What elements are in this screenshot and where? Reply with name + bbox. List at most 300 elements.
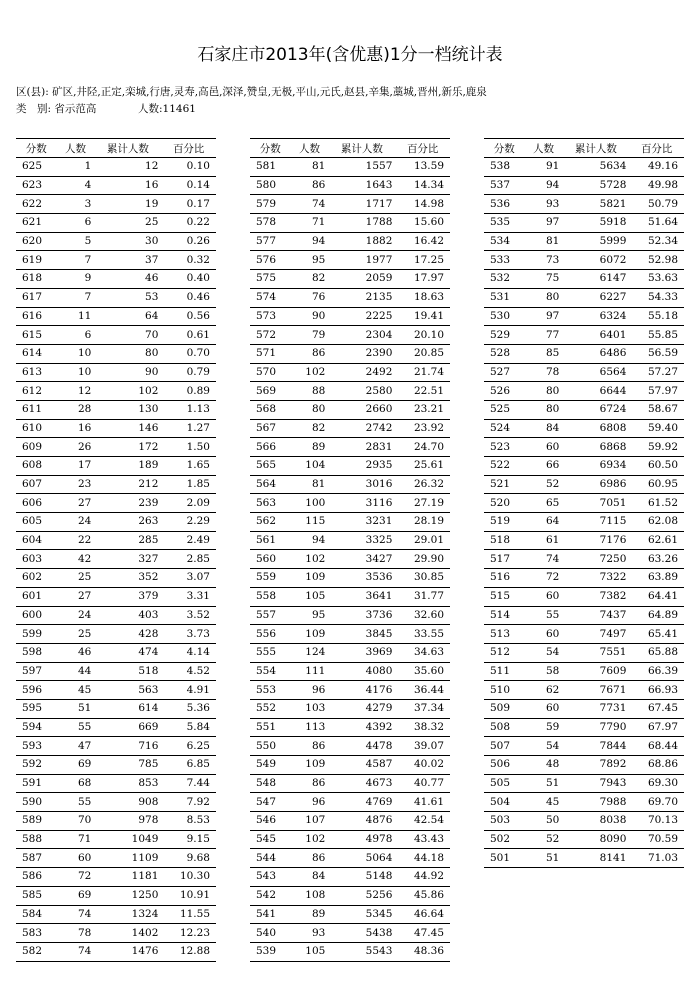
cumulative-cell: 8038 [562, 812, 629, 831]
table-row [16, 606, 216, 625]
cumulative-cell: 7988 [562, 793, 629, 812]
table-row [484, 344, 684, 363]
count-cell: 64 [525, 513, 563, 532]
cumulative-cell: 4769 [328, 793, 395, 812]
percent-cell: 59.92 [629, 438, 684, 457]
count-cell: 54 [525, 643, 563, 662]
count-cell: 46 [57, 643, 95, 662]
count-cell: 81 [525, 232, 563, 251]
count-cell: 69 [57, 756, 95, 775]
score-cell: 598 [16, 643, 57, 662]
percent-cell: 35.60 [395, 662, 450, 681]
count-cell: 66 [525, 457, 563, 476]
table-row [484, 718, 684, 737]
table-row [16, 587, 216, 606]
percent-cell: 70.13 [629, 812, 684, 831]
table-row [484, 494, 684, 513]
score-table-2 [250, 138, 450, 962]
percent-cell: 55.18 [629, 307, 684, 326]
percent-cell: 71.03 [629, 849, 684, 868]
count-cell: 45 [525, 793, 563, 812]
count-cell: 27 [57, 587, 95, 606]
table-row [16, 756, 216, 775]
score-cell: 511 [484, 662, 525, 681]
percent-cell: 7.44 [161, 774, 216, 793]
table-row [250, 643, 450, 662]
count-cell: 17 [57, 457, 95, 476]
percent-cell: 50.79 [629, 195, 684, 214]
table-row [16, 569, 216, 588]
cumulative-cell: 1109 [94, 849, 161, 868]
table-row [16, 195, 216, 214]
cumulative-cell: 3016 [328, 475, 395, 494]
count-cell: 76 [291, 288, 329, 307]
score-cell: 606 [16, 494, 57, 513]
percent-cell: 62.61 [629, 531, 684, 550]
percent-cell: 0.17 [161, 195, 216, 214]
cumulative-cell: 2135 [328, 288, 395, 307]
cumulative-cell: 3536 [328, 569, 395, 588]
table-row [250, 195, 450, 214]
cumulative-cell: 2225 [328, 307, 395, 326]
count-cell: 94 [291, 531, 329, 550]
table-row [16, 849, 216, 868]
count-cell: 109 [291, 756, 329, 775]
cumulative-cell: 1049 [94, 830, 161, 849]
cumulative-cell: 2831 [328, 438, 395, 457]
percent-cell: 67.97 [629, 718, 684, 737]
header-percent: 百分比 [161, 139, 216, 158]
table-row [484, 849, 684, 868]
table-row [484, 326, 684, 345]
count-cell: 91 [525, 158, 563, 177]
score-cell: 620 [16, 232, 57, 251]
cumulative-cell: 3427 [328, 550, 395, 569]
cumulative-cell: 4080 [328, 662, 395, 681]
cumulative-cell: 4176 [328, 681, 395, 700]
table-row [250, 457, 450, 476]
table-header [16, 139, 216, 158]
score-cell: 572 [250, 326, 291, 345]
table-row [250, 176, 450, 195]
cumulative-cell: 64 [94, 307, 161, 326]
header-count: 人数 [57, 139, 95, 158]
cumulative-cell: 6486 [562, 344, 629, 363]
score-cell: 615 [16, 326, 57, 345]
cumulative-cell: 4978 [328, 830, 395, 849]
percent-cell: 6.85 [161, 756, 216, 775]
cumulative-cell: 5821 [562, 195, 629, 214]
percent-cell: 43.43 [395, 830, 450, 849]
percent-cell: 64.41 [629, 587, 684, 606]
percent-cell: 3.73 [161, 625, 216, 644]
percent-cell: 0.14 [161, 176, 216, 195]
percent-cell: 57.27 [629, 363, 684, 382]
percent-cell: 15.60 [395, 214, 450, 233]
cumulative-cell: 2059 [328, 270, 395, 289]
cumulative-cell: 5345 [328, 905, 395, 924]
table-row [484, 756, 684, 775]
cumulative-cell: 8090 [562, 830, 629, 849]
percent-cell: 23.92 [395, 419, 450, 438]
cumulative-cell: 8141 [562, 849, 629, 868]
percent-cell: 52.34 [629, 232, 684, 251]
count-cell: 75 [525, 270, 563, 289]
table-row [16, 643, 216, 662]
count-cell: 102 [291, 550, 329, 569]
cumulative-cell: 6401 [562, 326, 629, 345]
count-cell: 28 [57, 400, 95, 419]
score-cell: 571 [250, 344, 291, 363]
count-cell: 105 [291, 587, 329, 606]
score-cell: 586 [16, 868, 57, 887]
score-cell: 527 [484, 363, 525, 382]
table-row [250, 363, 450, 382]
percent-cell: 45.86 [395, 886, 450, 905]
table-row [250, 569, 450, 588]
count-cell: 82 [291, 270, 329, 289]
percent-cell: 1.65 [161, 457, 216, 476]
table-row [484, 382, 684, 401]
percent-cell: 58.67 [629, 400, 684, 419]
score-cell: 510 [484, 681, 525, 700]
count-cell: 97 [525, 307, 563, 326]
cumulative-cell: 4876 [328, 812, 395, 831]
table-row [250, 849, 450, 868]
score-cell: 546 [250, 812, 291, 831]
cumulative-cell: 5256 [328, 886, 395, 905]
count-cell: 58 [525, 662, 563, 681]
cumulative-cell: 263 [94, 513, 161, 532]
percent-cell: 0.22 [161, 214, 216, 233]
table-row [16, 288, 216, 307]
cumulative-cell: 1882 [328, 232, 395, 251]
percent-cell: 4.14 [161, 643, 216, 662]
table-row [250, 531, 450, 550]
score-cell: 562 [250, 513, 291, 532]
cumulative-cell: 3231 [328, 513, 395, 532]
percent-cell: 51.64 [629, 214, 684, 233]
count-cell: 93 [525, 195, 563, 214]
cumulative-cell: 90 [94, 363, 161, 382]
cumulative-cell: 7437 [562, 606, 629, 625]
percent-cell: 0.26 [161, 232, 216, 251]
count-cell: 60 [57, 849, 95, 868]
percent-cell: 23.21 [395, 400, 450, 419]
score-cell: 590 [16, 793, 57, 812]
table-row [16, 270, 216, 289]
table-row [16, 681, 216, 700]
score-cell: 570 [250, 363, 291, 382]
cumulative-cell: 1181 [94, 868, 161, 887]
count-cell: 54 [525, 737, 563, 756]
cumulative-cell: 239 [94, 494, 161, 513]
cumulative-cell: 1557 [328, 158, 395, 177]
score-cell: 536 [484, 195, 525, 214]
table-row [250, 288, 450, 307]
cumulative-cell: 6986 [562, 475, 629, 494]
score-cell: 540 [250, 924, 291, 943]
percent-cell: 0.40 [161, 270, 216, 289]
cumulative-cell: 285 [94, 531, 161, 550]
count-cell: 94 [525, 176, 563, 195]
percent-cell: 36.44 [395, 681, 450, 700]
score-cell: 576 [250, 251, 291, 270]
cumulative-cell: 1643 [328, 176, 395, 195]
score-cell: 603 [16, 550, 57, 569]
score-cell: 587 [16, 849, 57, 868]
score-cell: 530 [484, 307, 525, 326]
score-cell: 592 [16, 756, 57, 775]
percent-cell: 47.45 [395, 924, 450, 943]
score-cell: 622 [16, 195, 57, 214]
cumulative-cell: 1324 [94, 905, 161, 924]
count-cell: 60 [525, 438, 563, 457]
table-row [16, 419, 216, 438]
score-cell: 515 [484, 587, 525, 606]
cumulative-cell: 352 [94, 569, 161, 588]
header-count: 人数 [525, 139, 563, 158]
cumulative-cell: 37 [94, 251, 161, 270]
table-row [16, 232, 216, 251]
count-cell: 60 [525, 587, 563, 606]
percent-cell: 65.41 [629, 625, 684, 644]
percent-cell: 27.19 [395, 494, 450, 513]
count-cell: 84 [525, 419, 563, 438]
count-cell: 51 [57, 699, 95, 718]
count-cell: 81 [291, 158, 329, 177]
percent-cell: 69.70 [629, 793, 684, 812]
score-cell: 566 [250, 438, 291, 457]
score-cell: 582 [16, 942, 57, 961]
cumulative-cell: 5064 [328, 849, 395, 868]
score-cell: 531 [484, 288, 525, 307]
percent-cell: 44.18 [395, 849, 450, 868]
percent-cell: 8.53 [161, 812, 216, 831]
score-cell: 559 [250, 569, 291, 588]
count-cell: 55 [57, 718, 95, 737]
score-cell: 537 [484, 176, 525, 195]
table-row [250, 681, 450, 700]
count-cell: 51 [525, 849, 563, 868]
percent-cell: 0.70 [161, 344, 216, 363]
percent-cell: 17.97 [395, 270, 450, 289]
score-cell: 585 [16, 886, 57, 905]
score-cell: 549 [250, 756, 291, 775]
cumulative-cell: 46 [94, 270, 161, 289]
table-row [16, 307, 216, 326]
score-cell: 618 [16, 270, 57, 289]
percent-cell: 18.63 [395, 288, 450, 307]
percent-cell: 7.92 [161, 793, 216, 812]
score-cell: 528 [484, 344, 525, 363]
score-cell: 612 [16, 382, 57, 401]
cumulative-cell: 7844 [562, 737, 629, 756]
score-cell: 521 [484, 475, 525, 494]
table-row [16, 214, 216, 233]
count-cell: 44 [57, 662, 95, 681]
percent-cell: 62.08 [629, 513, 684, 532]
cumulative-cell: 3116 [328, 494, 395, 513]
table-row [484, 288, 684, 307]
table-row [16, 718, 216, 737]
percent-cell: 38.32 [395, 718, 450, 737]
table-row [16, 662, 216, 681]
count-cell: 51 [525, 774, 563, 793]
cumulative-cell: 25 [94, 214, 161, 233]
percent-cell: 68.44 [629, 737, 684, 756]
score-cell: 601 [16, 587, 57, 606]
cumulative-cell: 1476 [94, 942, 161, 961]
score-cell: 604 [16, 531, 57, 550]
percent-cell: 61.52 [629, 494, 684, 513]
percent-cell: 0.79 [161, 363, 216, 382]
table-row [484, 643, 684, 662]
score-cell: 593 [16, 737, 57, 756]
table-row [250, 905, 450, 924]
score-cell: 547 [250, 793, 291, 812]
score-cell: 573 [250, 307, 291, 326]
count-cell: 90 [291, 307, 329, 326]
count-cell: 73 [525, 251, 563, 270]
count-cell: 86 [291, 176, 329, 195]
table-row [250, 793, 450, 812]
percent-cell: 0.56 [161, 307, 216, 326]
cumulative-cell: 6147 [562, 270, 629, 289]
score-cell: 594 [16, 718, 57, 737]
count-cell: 89 [291, 438, 329, 457]
cumulative-cell: 669 [94, 718, 161, 737]
count-cell: 9 [57, 270, 95, 289]
percent-cell: 63.26 [629, 550, 684, 569]
cumulative-cell: 7051 [562, 494, 629, 513]
table-row [16, 886, 216, 905]
count-cell: 62 [525, 681, 563, 700]
percent-cell: 5.84 [161, 718, 216, 737]
percent-cell: 0.46 [161, 288, 216, 307]
count-cell: 80 [525, 288, 563, 307]
score-cell: 555 [250, 643, 291, 662]
score-cell: 560 [250, 550, 291, 569]
table-row [484, 531, 684, 550]
cumulative-cell: 403 [94, 606, 161, 625]
table-row [250, 942, 450, 961]
percent-cell: 14.98 [395, 195, 450, 214]
table-row [484, 830, 684, 849]
table-row [484, 195, 684, 214]
cumulative-cell: 6868 [562, 438, 629, 457]
table-row [16, 793, 216, 812]
count-cell: 80 [291, 400, 329, 419]
header-cumulative: 累计人数 [94, 139, 161, 158]
table-row [484, 400, 684, 419]
percent-cell: 0.32 [161, 251, 216, 270]
score-cell: 529 [484, 326, 525, 345]
cumulative-cell: 7671 [562, 681, 629, 700]
score-cell: 565 [250, 457, 291, 476]
percent-cell: 0.10 [161, 158, 216, 177]
table-row [484, 457, 684, 476]
percent-cell: 12.23 [161, 924, 216, 943]
table-row [484, 270, 684, 289]
count-cell: 55 [57, 793, 95, 812]
cumulative-cell: 4587 [328, 756, 395, 775]
table-row [484, 737, 684, 756]
percent-cell: 70.59 [629, 830, 684, 849]
table-row [16, 158, 216, 177]
count-cell: 86 [291, 737, 329, 756]
count-cell: 96 [291, 793, 329, 812]
percent-cell: 1.85 [161, 475, 216, 494]
count-cell: 95 [291, 251, 329, 270]
percent-cell: 2.49 [161, 531, 216, 550]
cumulative-cell: 30 [94, 232, 161, 251]
count-cell: 71 [57, 830, 95, 849]
percent-cell: 10.91 [161, 886, 216, 905]
table-row [250, 326, 450, 345]
count-cell: 105 [291, 942, 329, 961]
count-cell: 47 [57, 737, 95, 756]
score-cell: 509 [484, 699, 525, 718]
score-cell: 578 [250, 214, 291, 233]
score-cell: 523 [484, 438, 525, 457]
percent-cell: 68.86 [629, 756, 684, 775]
score-cell: 525 [484, 400, 525, 419]
count-cell: 77 [525, 326, 563, 345]
score-cell: 596 [16, 681, 57, 700]
cumulative-cell: 716 [94, 737, 161, 756]
percent-cell: 20.10 [395, 326, 450, 345]
percent-cell: 30.85 [395, 569, 450, 588]
percent-cell: 22.51 [395, 382, 450, 401]
table-row [250, 494, 450, 513]
count-cell: 74 [525, 550, 563, 569]
score-cell: 584 [16, 905, 57, 924]
percent-cell: 24.70 [395, 438, 450, 457]
score-cell: 506 [484, 756, 525, 775]
cumulative-cell: 2935 [328, 457, 395, 476]
score-cell: 533 [484, 251, 525, 270]
percent-cell: 31.77 [395, 587, 450, 606]
percent-cell: 40.02 [395, 756, 450, 775]
percent-cell: 16.42 [395, 232, 450, 251]
table-row [16, 513, 216, 532]
percent-cell: 49.98 [629, 176, 684, 195]
percent-cell: 4.91 [161, 681, 216, 700]
count-cell: 86 [291, 774, 329, 793]
table-row [16, 475, 216, 494]
table-row [484, 569, 684, 588]
table-row [250, 251, 450, 270]
table-header [250, 139, 450, 158]
score-cell: 556 [250, 625, 291, 644]
cumulative-cell: 172 [94, 438, 161, 457]
cumulative-cell: 80 [94, 344, 161, 363]
percent-cell: 49.16 [629, 158, 684, 177]
percent-cell: 54.33 [629, 288, 684, 307]
cumulative-cell: 6934 [562, 457, 629, 476]
table-row [250, 400, 450, 419]
count-cell: 5 [57, 232, 95, 251]
cumulative-cell: 12 [94, 158, 161, 177]
score-cell: 550 [250, 737, 291, 756]
count-cell: 111 [291, 662, 329, 681]
percent-cell: 66.93 [629, 681, 684, 700]
cumulative-cell: 908 [94, 793, 161, 812]
cumulative-cell: 16 [94, 176, 161, 195]
count-cell: 68 [57, 774, 95, 793]
table-row [250, 587, 450, 606]
